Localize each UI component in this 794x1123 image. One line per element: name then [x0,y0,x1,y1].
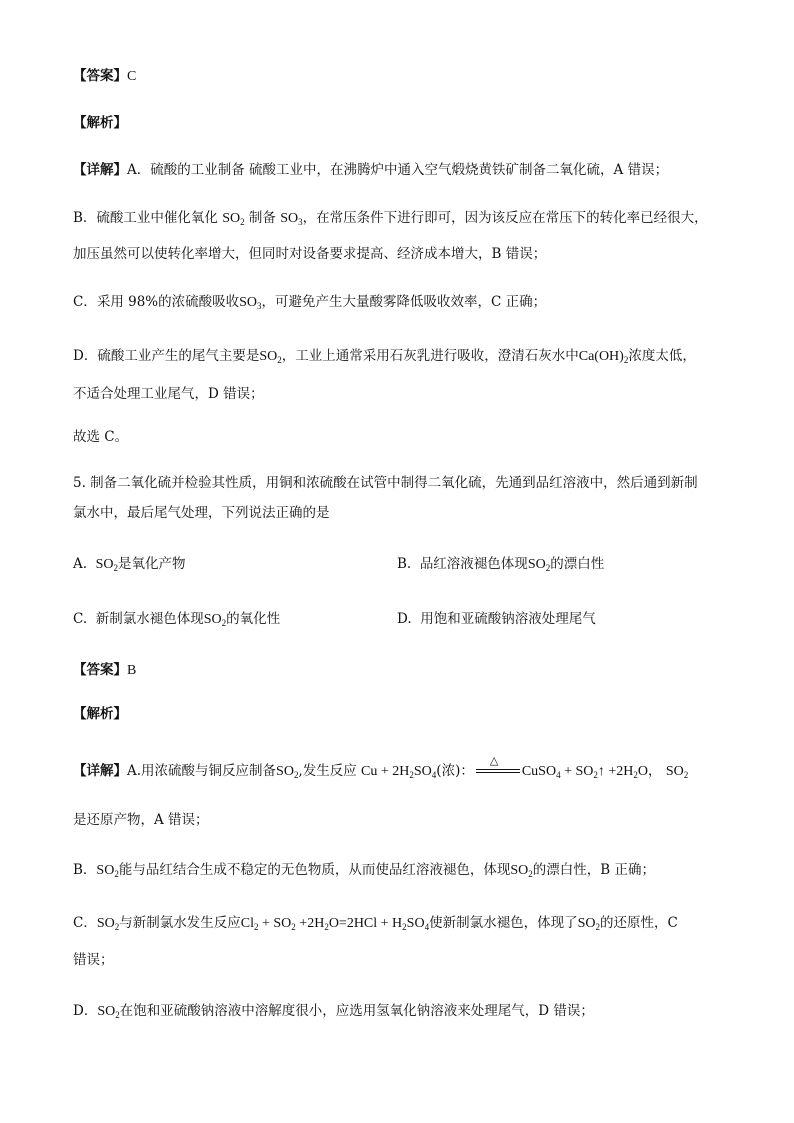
q4-detail-b-line2: 加压虽然可以使转化率增大，但同时对设备要求提高、经济成本增大，B 错误； [73,246,547,262]
q4-conclusion: 故选 C。 [73,429,129,445]
q5-detail-b [73,860,655,881]
option-text: 新制氯水褪色体现 [95,611,204,627]
text: 能与品红结合生成不稳定的无色物质，从而使品红溶液褪色，体现 [118,862,511,878]
q4-detail-a [73,160,668,180]
formula-so2: $SO_2$ [96,863,119,879]
text: C． [73,915,97,931]
formula-products: CuSO$_4$ + $SO_2↑ +2H_2O$ [521,764,649,780]
text: 与新制氯水发生反应 [119,915,241,931]
formula-reactants: $Cu + 2H_2SO_4$ [361,764,437,780]
q4-answer-line [73,66,136,87]
answer-value: B [127,663,137,678]
q5-detail-a-line2: 是还原产物，A 错误； [73,812,209,828]
formula-so2: $SO_2$ [665,764,689,780]
text: 浓度太低， [628,348,696,364]
text: B．硫酸工业中催化氧化 [73,210,218,226]
option-label: D. [397,611,412,627]
formula-equation: $Cl_2 + SO_2 +2H_2O=2HCl + H_2SO_4$ [240,916,430,932]
formula-so2: $SO_2$ [203,612,227,628]
q4-analysis-tag: 【解析】 [73,115,127,131]
text: ，工业上通常采用石灰乳进行吸收，澄清石灰水中 [281,348,579,364]
option-text: 用饱和亚硫酸钠溶液处理尾气 [420,611,596,627]
formula-so2: $SO_2$ [276,764,299,780]
text: D． [73,1003,98,1019]
option-label: B. [397,556,412,572]
option-text: 品红溶液褪色体现 [419,556,528,572]
detail-tag: 【详解】 [73,763,127,779]
option-text: 的氧化性 [226,611,281,627]
q5-answer-line [73,660,136,681]
detail-a-text: A．硫酸的工业制备 硫酸工业中，在沸腾炉中通入空气煅烧黄铁矿制备二氧化硫，A 错误； [127,162,669,178]
heat-equals-sign: △ [476,761,520,777]
text: B． [73,862,97,878]
text: 使新制氯水褪色，体现了 [429,915,578,931]
formula-so2: $SO_2$ [510,863,533,879]
text: 在饱和亚硫酸钠溶液中溶解度很小，应选用氢氧化钠溶液来处理尾气，D 错误； [119,1003,594,1019]
text: 的漂白性，B 正确； [532,862,655,878]
formula-so2: $SO_2$ [259,349,282,365]
q5-detail-c-line1 [73,913,678,934]
q5-detail-d [73,1001,594,1022]
q5-option-b [397,554,604,575]
text: 制备 [248,210,276,226]
option-text: 是氧化产物 [118,556,186,572]
text: ， [648,763,662,779]
q4-detail-b-line1 [73,208,708,229]
q4-detail-d-line1 [73,346,696,367]
formula-so2: $SO_2$ [96,916,120,932]
q5-option-d [397,609,596,629]
formula-so2: $SO_2$ [222,211,245,227]
q5-option-c [73,609,280,630]
text: (浓)： [436,763,474,779]
formula-caoh2: $Ca(OH)_2$ [578,349,629,365]
q4-detail-c [73,292,546,313]
formula-so3: $SO_3$ [239,295,262,311]
text: ,发生反应 [298,763,357,779]
q5-option-a [73,554,186,575]
formula-so3: $SO_3$ [280,211,303,227]
text: C．采用 98%的浓硫酸吸收 [73,294,240,310]
answer-tag: 【答案】 [73,662,127,678]
text: D．硫酸工业产生的尾气主要是 [73,348,260,364]
text: ，可避免产生大量酸雾降低吸收效率，C 正确； [261,294,547,310]
q5-stem-line1: 5. 制备二氧化硫并检验其性质，用铜和浓硫酸在试管中制得二氧化硫，先通到品红溶液中，然后通到新制 [73,475,698,491]
option-label: C. [73,611,88,627]
option-label: A. [73,556,88,572]
detail-tag: 【详解】 [73,162,127,178]
answer-value: C [127,69,137,84]
q5-detail-a-line1 [73,754,689,782]
formula-so2: $SO_2$ [577,916,600,932]
text: ，在常压条件下进行即可，因为该反应在常压下的转化率已经很大， [302,210,708,226]
text: A.用浓硫酸与铜反应制备 [127,763,277,779]
q5-detail-c-line2: 错误； [73,952,114,968]
answer-tag: 【答案】 [73,68,127,84]
formula-so2: $SO_2$ [95,557,119,573]
option-text: 的漂白性 [550,556,605,572]
q4-detail-d-line2: 不适合处理工业尾气，D 错误； [73,386,264,402]
q5-stem-line2: 氯水中，最后尾气处理，下列说法正确的是 [73,505,330,521]
formula-so2: $SO_2$ [97,1004,120,1020]
q5-analysis-tag: 【解析】 [73,706,127,722]
formula-so2: $SO_2$ [527,557,551,573]
text: 的还原性，C [599,915,678,931]
